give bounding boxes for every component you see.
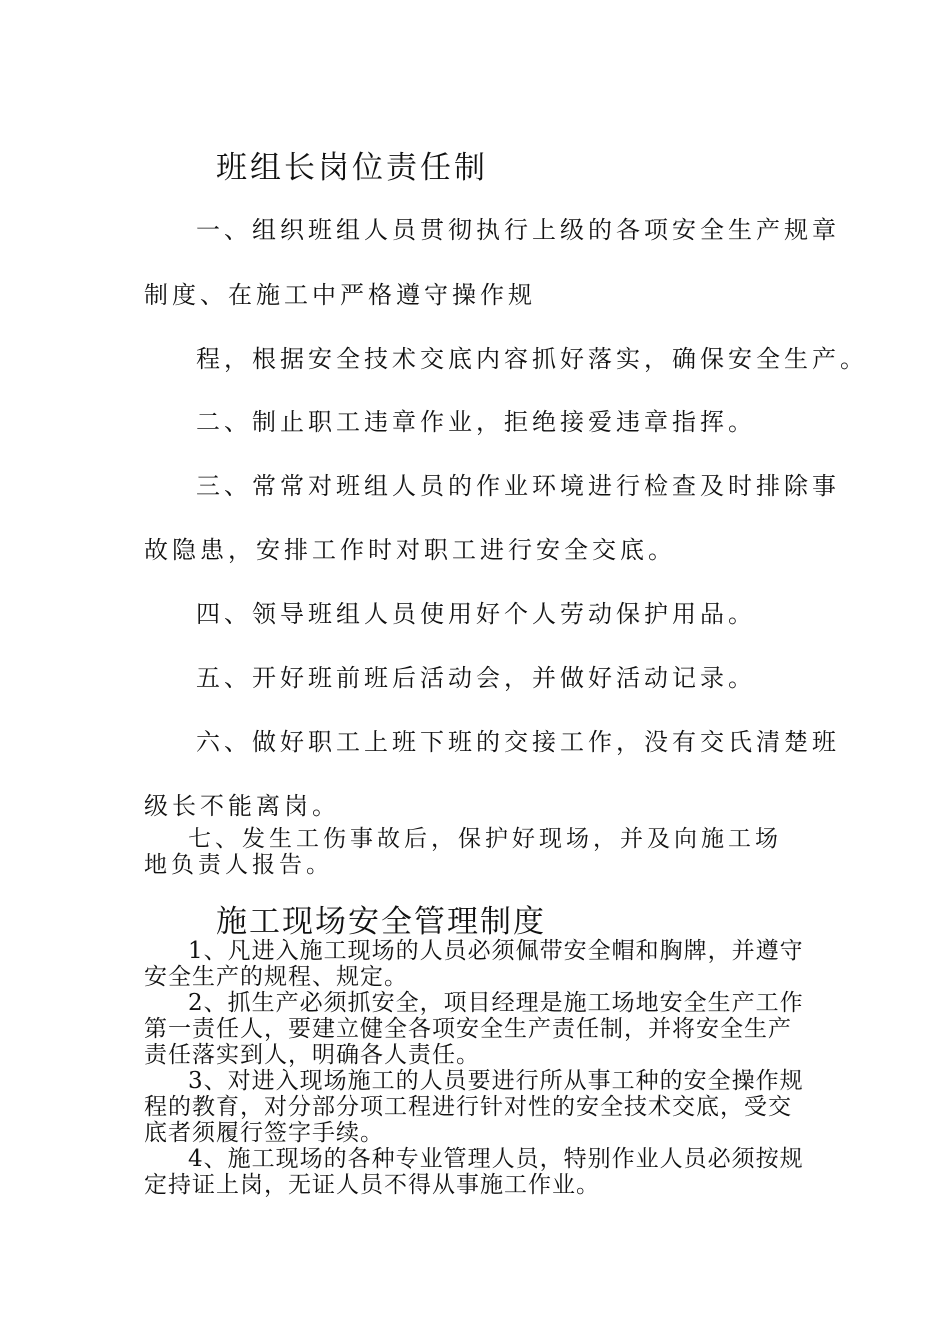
responsibility-line-10: 级长不能离岗。: [144, 792, 340, 820]
responsibility-item-7-text: 七、发生工伤事故后，保护好现场，并及向施工场地负责人报告。: [144, 826, 782, 878]
safety-rule-1: 1、凡进入施工现场的人员必须佩带安全帽和胸牌，并遵守安全生产的规程、规定。: [144, 938, 804, 990]
responsibility-line-1: 一、组织班组人员贯彻执行上级的各项安全生产规章: [196, 216, 840, 244]
safety-rule-3: 3、对进入现场施工的人员要进行所从事工种的安全操作规程的教育，对分部分项工程进行针对性的安全技术交底，受交底者须履行签字手续。: [144, 1068, 804, 1146]
safety-rule-2: 2、抓生产必须抓安全，项目经理是施工场地安全生产工作第一责任人，要建立健全各项安全生产责任制，并将安全生产责任落实到人，明确各人责任。: [144, 990, 804, 1068]
responsibility-line-5: 三、常常对班组人员的作业环境进行检查及时排除事: [196, 472, 840, 500]
responsibility-line-9: 六、做好职工上班下班的交接工作，没有交氏清楚班: [196, 728, 840, 756]
safety-rules-body: [144, 938, 808, 1198]
responsibility-line-3: 程，根据安全技术交底内容抓好落实，确保安全生产。: [196, 345, 868, 373]
responsibility-line-4: 二、制止职工违章作业，拒绝接爱违章指挥。: [196, 408, 756, 436]
responsibility-line-7: 四、领导班组人员使用好个人劳动保护用品。: [196, 600, 756, 628]
responsibility-item-7: [144, 826, 808, 878]
title-team-leader-responsibility: 班组长岗位责任制: [216, 150, 488, 186]
title-site-safety-management: 施工现场安全管理制度: [216, 904, 546, 940]
responsibility-line-8: 五、开好班前班后活动会，并做好活动记录。: [196, 664, 756, 692]
responsibility-line-2: 制度、在施工中严格遵守操作规: [144, 281, 536, 309]
responsibility-line-6: 故隐患，安排工作时对职工进行安全交底。: [144, 536, 676, 564]
safety-rule-4: 4、施工现场的各种专业管理人员，特别作业人员必须按规定持证上岗，无证人员不得从事施工作业。: [144, 1146, 804, 1198]
